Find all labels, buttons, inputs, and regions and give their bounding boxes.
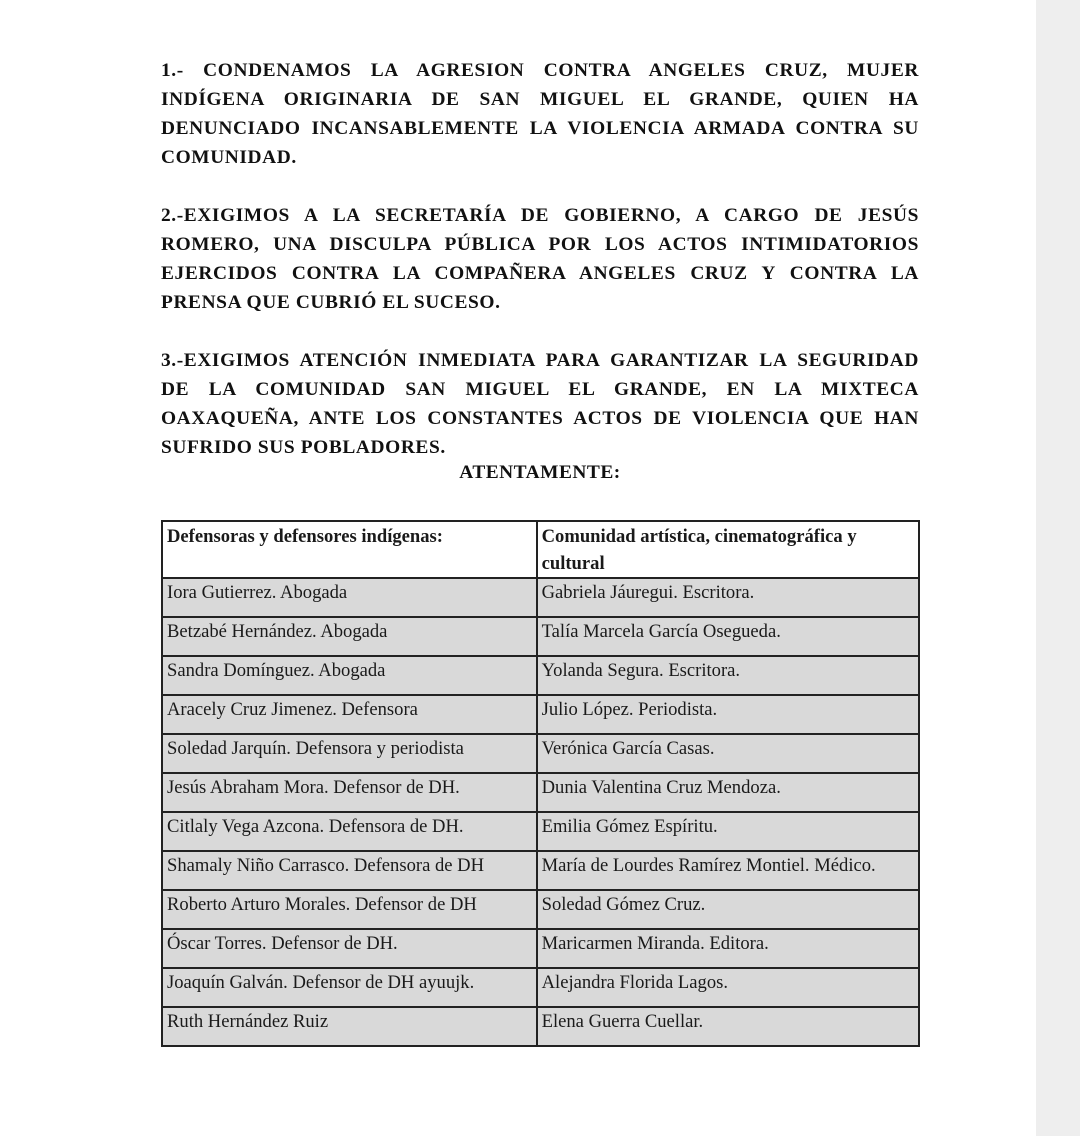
table-cell: Iora Gutierrez. Abogada bbox=[162, 578, 537, 617]
table-cell: Julio López. Periodista. bbox=[537, 695, 919, 734]
table-row bbox=[162, 617, 919, 656]
table-row bbox=[162, 851, 919, 890]
table-cell: Joaquín Galván. Defensor de DH ayuujk. bbox=[162, 968, 537, 1007]
table-row bbox=[162, 812, 919, 851]
table-row bbox=[162, 695, 919, 734]
table-cell: Roberto Arturo Morales. Defensor de DH bbox=[162, 890, 537, 929]
table-cell: Alejandra Florida Lagos. bbox=[537, 968, 919, 1007]
table-row bbox=[162, 773, 919, 812]
table-row bbox=[162, 734, 919, 773]
table-cell: Elena Guerra Cuellar. bbox=[537, 1007, 919, 1046]
table-cell: Betzabé Hernández. Abogada bbox=[162, 617, 537, 656]
header-artistic-community: Comunidad artística, cinematográfica y cultural bbox=[537, 521, 919, 578]
table-row bbox=[162, 656, 919, 695]
table-cell: Jesús Abraham Mora. Defensor de DH. bbox=[162, 773, 537, 812]
table-row bbox=[162, 890, 919, 929]
table-cell: María de Lourdes Ramírez Montiel. Médico. bbox=[537, 851, 919, 890]
table-cell: Óscar Torres. Defensor de DH. bbox=[162, 929, 537, 968]
table-cell: Verónica García Casas. bbox=[537, 734, 919, 773]
table-cell: Yolanda Segura. Escritora. bbox=[537, 656, 919, 695]
signatories-table bbox=[161, 520, 920, 1047]
table-cell: Citlaly Vega Azcona. Defensora de DH. bbox=[162, 812, 537, 851]
demand-paragraph-3: 3.-EXIGIMOS ATENCIÓN INMEDIATA PARA GARANTIZAR LA SEGURIDAD DE LA COMUNIDAD SAN MIGUEL EL GRANDE, EN LA MIXTECA OAXAQUEÑA, ANTE LOS CONSTANTES ACTOS DE VIOLENCIA QUE HAN SUFRIDO SUS POBLADORES. bbox=[161, 350, 919, 458]
table-cell: Maricarmen Miranda. Editora. bbox=[537, 929, 919, 968]
table-cell: Sandra Domínguez. Abogada bbox=[162, 656, 537, 695]
table-cell: Talía Marcela García Osegueda. bbox=[537, 617, 919, 656]
table-header-row bbox=[162, 521, 919, 578]
header-indigenous-defenders: Defensoras y defensores indígenas: bbox=[162, 521, 537, 578]
table-row bbox=[162, 929, 919, 968]
table-row bbox=[162, 1007, 919, 1046]
viewer-gutter bbox=[1036, 0, 1080, 1136]
document-content bbox=[161, 56, 919, 1032]
table-cell: Shamaly Niño Carrasco. Defensora de DH bbox=[162, 851, 537, 890]
demand-paragraph-2: 2.-EXIGIMOS A LA SECRETARÍA DE GOBIERNO, A CARGO DE JESÚS ROMERO, UNA DISCULPA PÚBLICA POR LOS ACTOS INTIMIDATORIOS EJERCIDOS CONTRA LA COMPAÑERA ANGELES CRUZ Y CONTRA LA PRENSA QUE CUBRIÓ EL SUCESO. bbox=[161, 205, 919, 313]
table-cell: Aracely Cruz Jimenez. Defensora bbox=[162, 695, 537, 734]
table-cell: Gabriela Jáuregui. Escritora. bbox=[537, 578, 919, 617]
closing-salutation: ATENTAMENTE: bbox=[459, 462, 621, 483]
demand-paragraph-1: 1.- CONDENAMOS LA AGRESION CONTRA ANGELES CRUZ, MUJER INDÍGENA ORIGINARIA DE SAN MIGUEL EL GRANDE, QUIEN HA DENUNCIADO INCANSABLEMENTE LA VIOLENCIA ARMADA CONTRA SU COMUNIDAD. bbox=[161, 60, 919, 168]
table-cell: Dunia Valentina Cruz Mendoza. bbox=[537, 773, 919, 812]
table-cell: Emilia Gómez Espíritu. bbox=[537, 812, 919, 851]
table-cell: Soledad Jarquín. Defensora y periodista bbox=[162, 734, 537, 773]
table-row bbox=[162, 578, 919, 617]
table-cell: Ruth Hernández Ruiz bbox=[162, 1007, 537, 1046]
table-cell: Soledad Gómez Cruz. bbox=[537, 890, 919, 929]
table-row bbox=[162, 968, 919, 1007]
